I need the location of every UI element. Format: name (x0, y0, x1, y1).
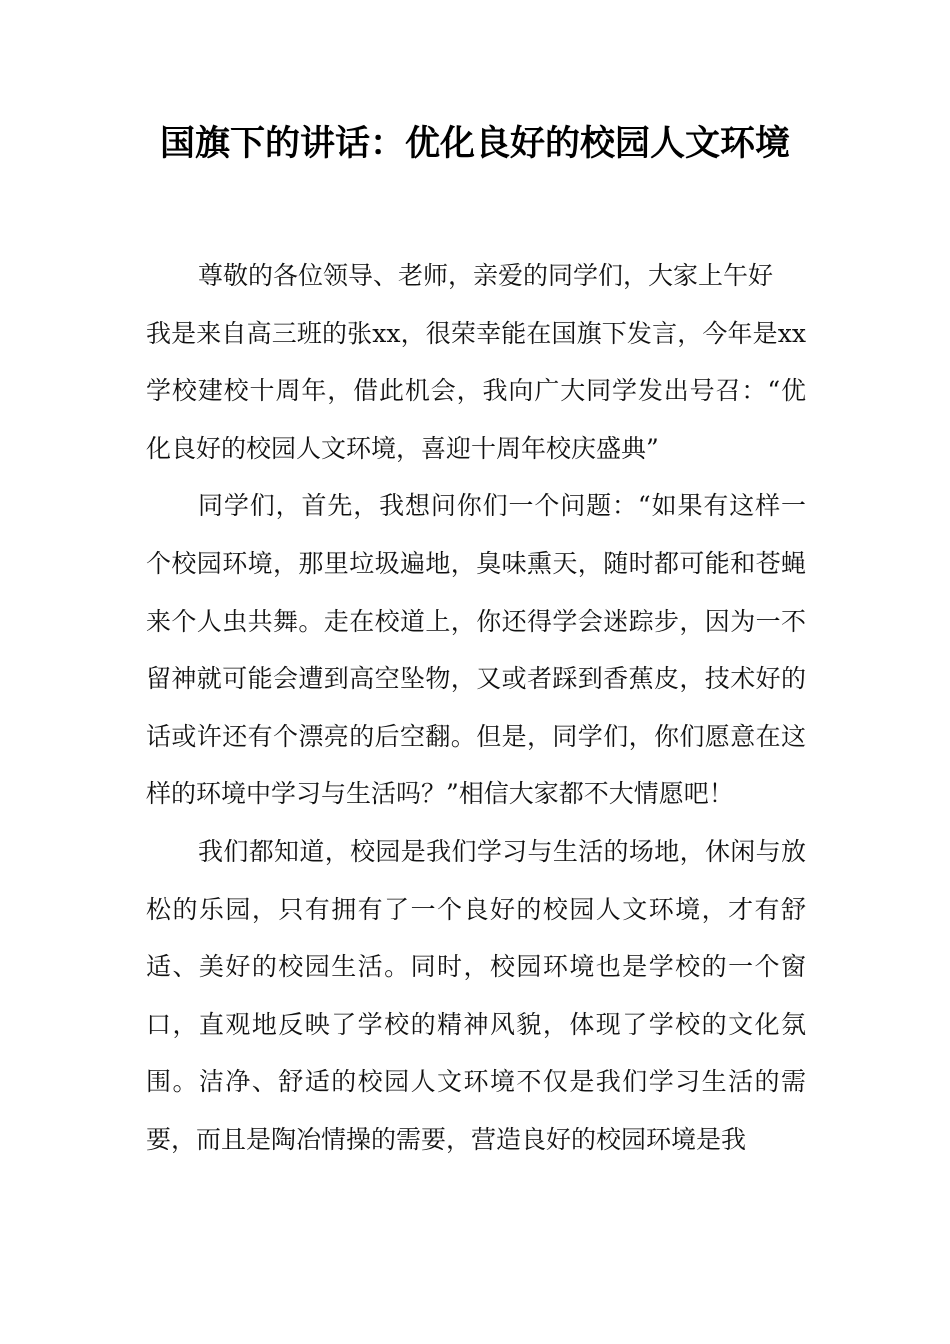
document-title: 国旗下的讲话：优化良好的校园人文环境 (159, 124, 790, 164)
paragraph-question: 同学们，首先，我想问你们一个问题：“如果有这样一个校园环境，那里垃圾遍地，臭味熏天，随时都可能和苍蝇来个人虫共舞。走在校道上，你还得学会迷踪步，因为一不留神就可能会遭到高空坠物，又或者踩到香蕉皮，技术好的话或许还有个漂亮的后空翻。但是，同学们，你们愿意在这样的环境中学习与生活吗？”相信大家都不大情愿吧！ (146, 491, 806, 809)
paragraph-greeting: 尊敬的各位领导、老师，亲爱的同学们，大家上午好 (198, 261, 774, 290)
document-body (146, 247, 806, 1169)
paragraph-introduction: 我是来自高三班的张xx，很荣幸能在国旗下发言，今年是xx学校建校十周年，借此机会，我向广大同学发出号召：“优化良好的校园人文环境，喜迎十周年校庆盛典” (146, 318, 806, 463)
paragraph-campus-environment: 我们都知道，校园是我们学习与生活的场地，休闲与放松的乐园，只有拥有了一个良好的校园人文环境，才有舒适、美好的校园生活。同时，校园环境也是学校的一个窗口，直观地反映了学校的精神风貌，体现了学校的文化氛围。洁净、舒适的校园人文环境不仅是我们学习生活的需要，而且是陶冶情操的需要，营造良好的校园环境是我 (146, 836, 806, 1154)
